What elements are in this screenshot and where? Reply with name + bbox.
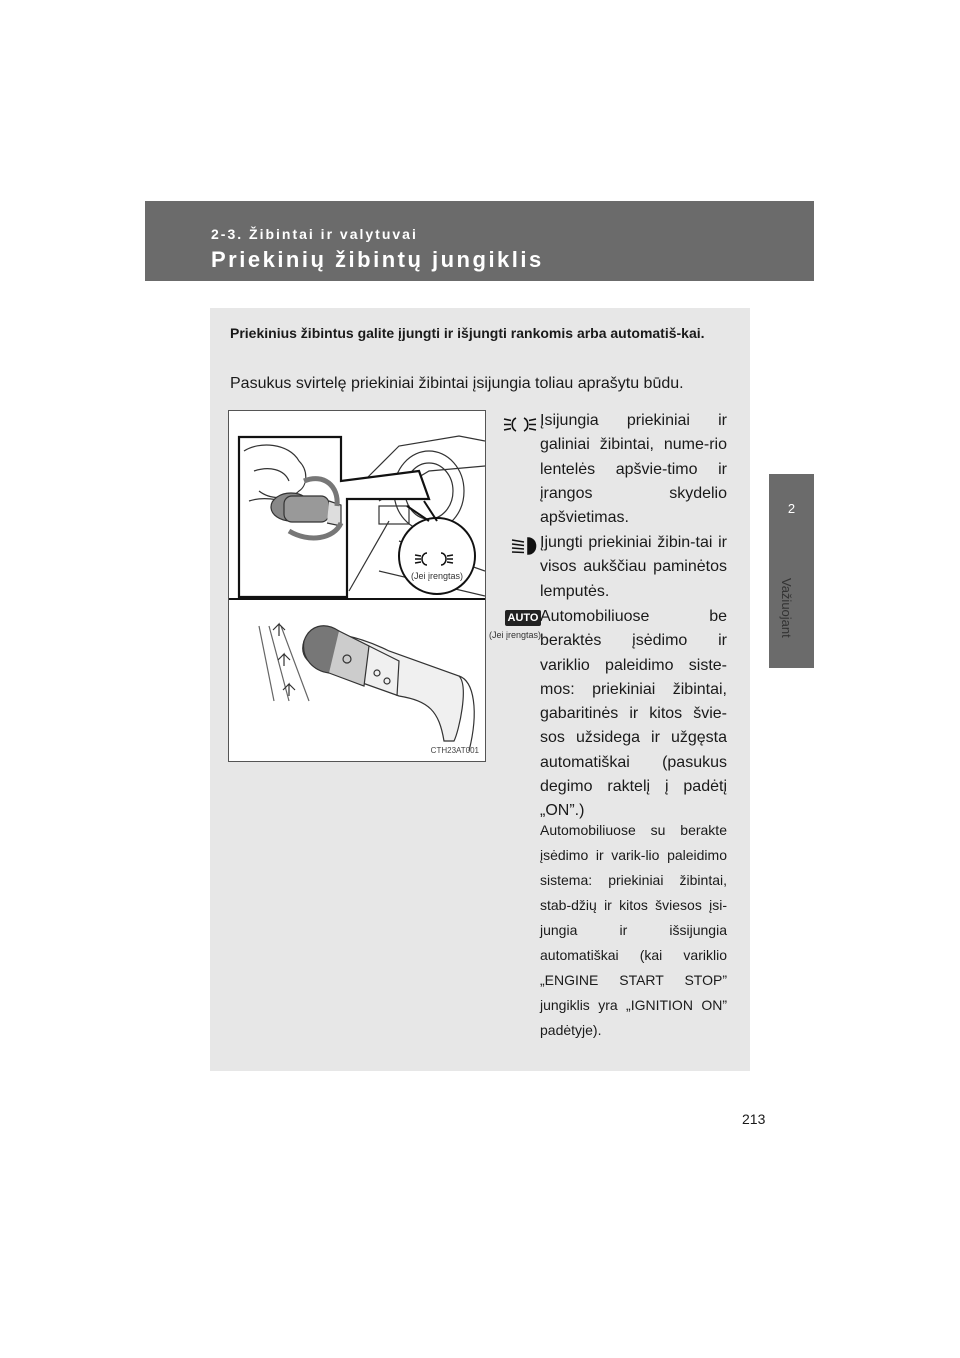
section-label: 2-3. Žibintai ir valytuvai <box>211 226 418 242</box>
content-box <box>210 308 750 1071</box>
intro-text: Priekinius žibintus galite įjungti ir išjungti rankomis arba automatiš-kai. <box>230 325 705 341</box>
auto-icon: AUTO <box>505 610 541 626</box>
lead-text: Pasukus svirtelę priekiniai žibintai įsijungia toliau aprašytu būdu. <box>230 375 684 392</box>
section-header <box>145 201 814 281</box>
chapter-tab <box>769 474 814 668</box>
auto-if-equipped-note: (Jei įrengtas) <box>489 630 542 640</box>
item-parking-lights-text: Įsijungia priekiniai ir galiniai žibintai, nume-rio lentelės apšvie-timo ir įrangos skydelio apšvietimas. <box>540 412 727 527</box>
item-auto-smart-key-text: Automobiliuose su berakte įsėdimo ir varik-lio paleidimo sistema: priekiniai žibintai, stab-džių ir kitos šviesos įsi-jungia ir išsijungia automatiškai (kai variklio „ENGINE START STOP” jungiklis yra „IGNITION ON” padėtyje). <box>540 822 727 1038</box>
page-number: 213 <box>742 1111 766 1127</box>
callout-note: (Jei įrengtas) <box>410 571 464 581</box>
chapter-label: Važiuojant <box>779 578 794 638</box>
page-title: Priekinių žibintų jungiklis <box>211 247 544 272</box>
figure-code: CTH23AT001 <box>430 746 479 755</box>
chapter-number: 2 <box>787 501 796 516</box>
illustration-drawing <box>229 411 485 761</box>
item-headlights-text: Įjungti priekiniai žibin-tai ir visos aukščiau paminėtos lemputės. <box>540 534 727 600</box>
parking-lights-icon <box>502 412 538 436</box>
headlight-icon <box>510 534 540 558</box>
item-auto-text: Automobiliuose be beraktės įsėdimo ir variklio paleidimo siste-mos: priekiniai žibintai, gabaritinės ir kitos švie-sos užsidega ir užgęsta automatiškai (pasukus degimo raktelį į padėtį „ON”.) <box>540 608 727 820</box>
headlight-switch-illustration <box>228 410 486 762</box>
